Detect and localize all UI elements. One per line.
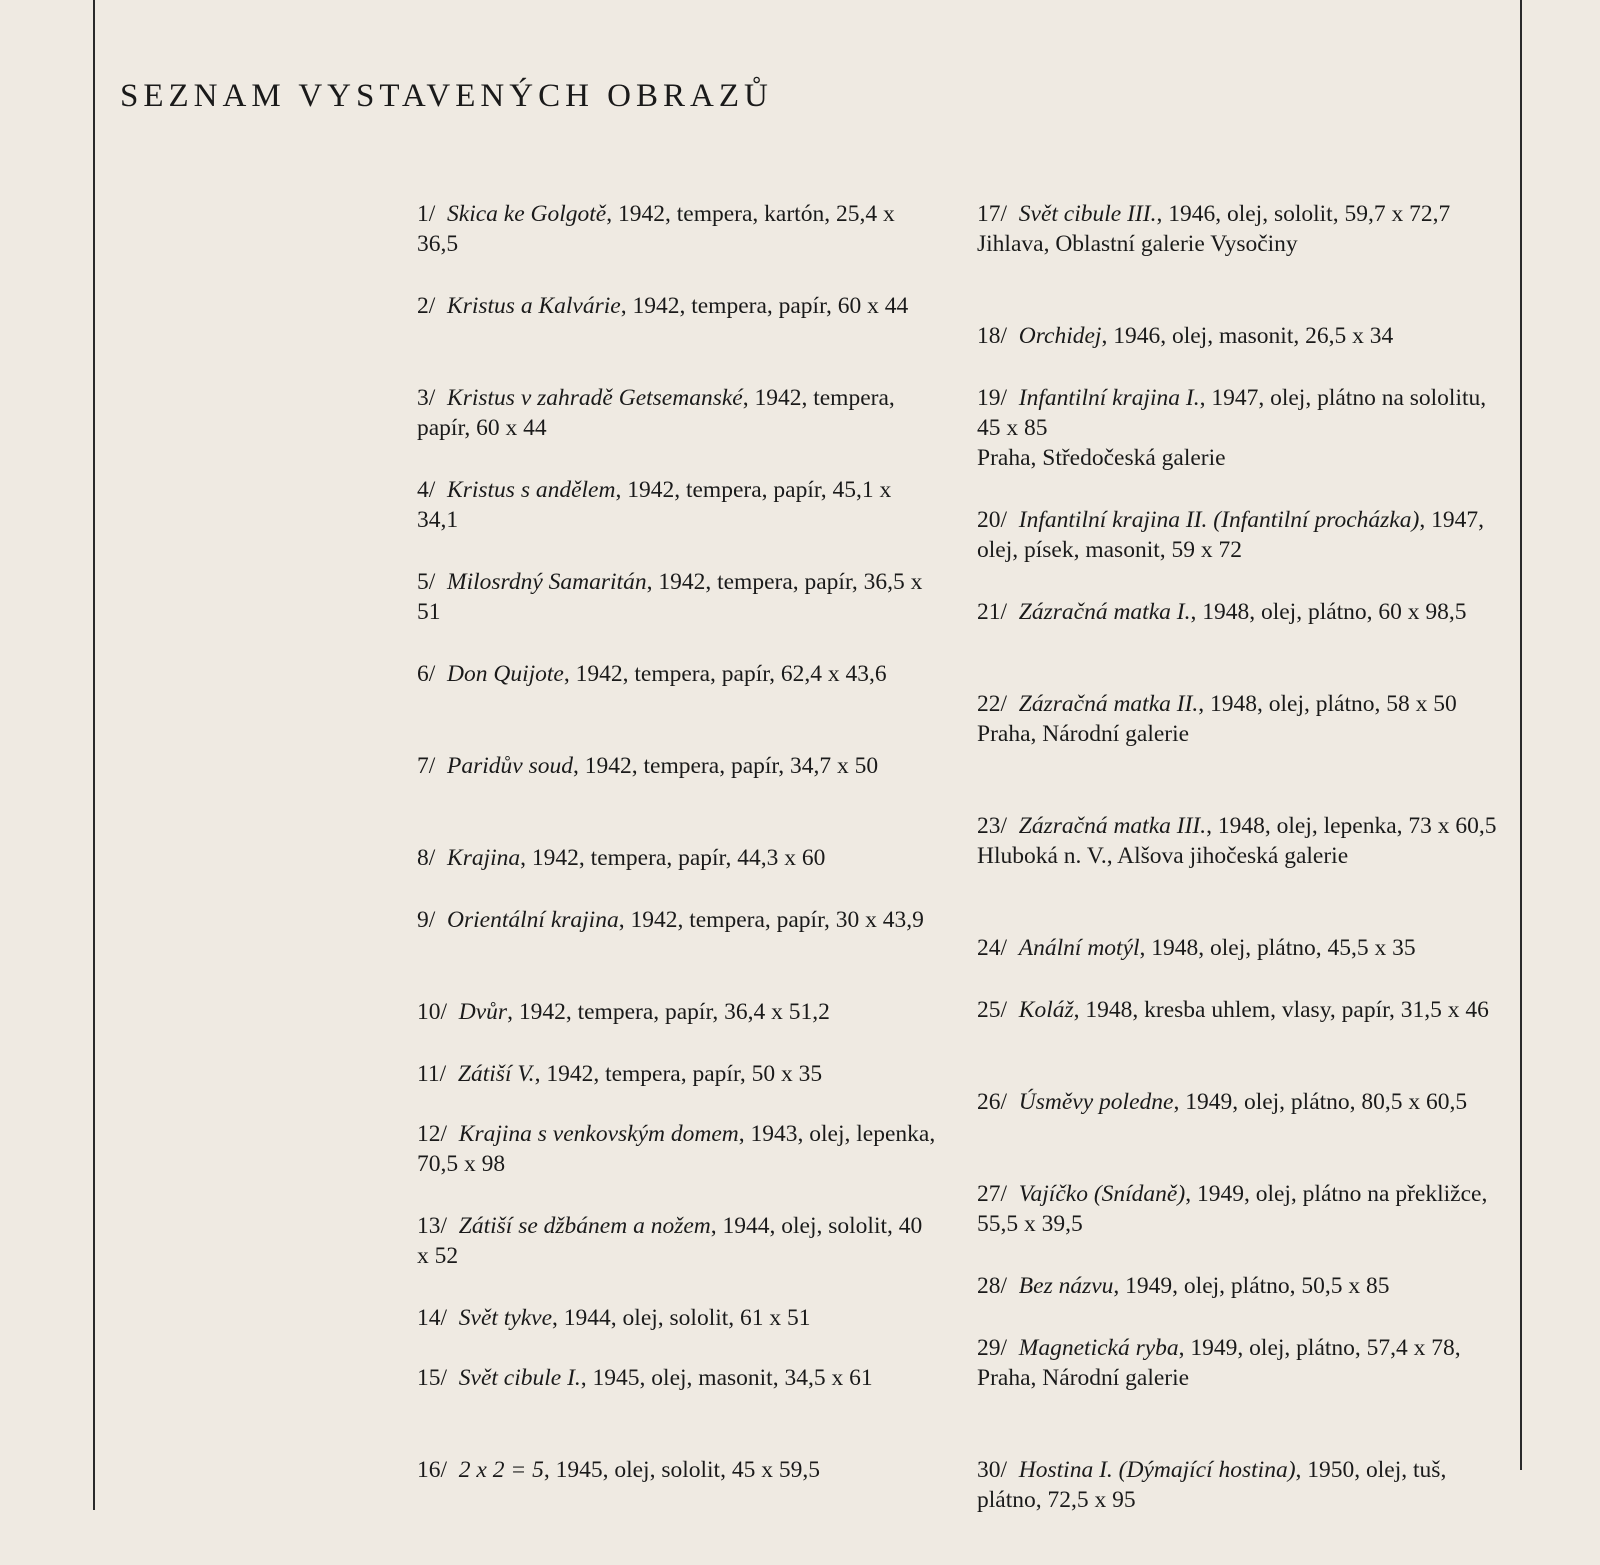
- entry-details: , 1942, tempera, papír, 34,7 x 50: [573, 753, 879, 779]
- list-item: [417, 905, 937, 935]
- entry-details: , 1942, tempera, papír, 30 x 43,9: [618, 907, 924, 933]
- entry-title: Anální motýl: [1018, 935, 1140, 961]
- list-item: [977, 1179, 1512, 1239]
- entry-number: 4/: [417, 477, 436, 503]
- entry-details: , 1942, tempera, papír, 44,3 x 60: [520, 845, 826, 871]
- list-item: [977, 995, 1512, 1025]
- entry-number: 19/: [977, 385, 1008, 411]
- list-item: [977, 199, 1512, 259]
- list-item: [977, 597, 1512, 627]
- entry-details: , 1949, olej, plátno, 57,4 x 78,: [1178, 1335, 1461, 1361]
- entry-details: , 1949, olej, plátno na překližce, 55,5 x 39,5: [977, 1181, 1488, 1237]
- entry-title: Kristus v zahradě Getsemanské: [447, 385, 743, 411]
- entry-title: Don Quijote: [447, 661, 564, 687]
- entry-title: Zázračná matka I.: [1018, 599, 1191, 625]
- entry-details: , 1948, olej, plátno, 60 x 98,5: [1190, 599, 1467, 625]
- entry-details: , 1948, olej, plátno, 58 x 50: [1198, 691, 1457, 717]
- page-title: SEZNAM VYSTAVENÝCH OBRAZŮ: [120, 78, 773, 114]
- entry-title: Skica ke Golgotě: [447, 201, 607, 227]
- entry-details: , 1942, tempera, kartón, 25,4 x 36,5: [417, 201, 895, 257]
- entry-number: 5/: [417, 569, 436, 595]
- list-item: [417, 751, 937, 781]
- list-item: [417, 291, 937, 321]
- list-item: [417, 659, 937, 689]
- entry-title: Svět cibule I.: [458, 1365, 581, 1391]
- list-item: [977, 811, 1512, 871]
- entry-title: Infantilní krajina I.: [1018, 385, 1200, 411]
- entry-number: 18/: [977, 323, 1008, 349]
- entry-title: Dvůr: [458, 999, 508, 1025]
- entry-details: , 1942, tempera, papír, 36,5 x 51: [417, 569, 923, 625]
- entry-title: Svět tykve: [458, 1305, 553, 1331]
- right-margin-rule: [1520, 0, 1522, 1470]
- entry-details: , 1947, olej, písek, masonit, 59 x 72: [977, 507, 1484, 563]
- entry-number: 17/: [977, 201, 1008, 227]
- entry-number: 21/: [977, 599, 1008, 625]
- entry-title: Krajina: [447, 845, 521, 871]
- entry-details: , 1942, tempera, papír, 60 x 44: [620, 293, 909, 319]
- entry-number: 24/: [977, 935, 1008, 961]
- entry-title: Vajíčko (Snídaně): [1018, 1181, 1186, 1207]
- list-item: [977, 1455, 1512, 1515]
- entry-details: , 1942, tempera, papír, 50 x 35: [534, 1061, 823, 1087]
- entry-number: 29/: [977, 1335, 1008, 1361]
- left-margin-rule: [93, 0, 95, 1510]
- entry-number: 28/: [977, 1273, 1008, 1299]
- list-item: [977, 689, 1512, 749]
- entry-number: 9/: [417, 907, 436, 933]
- entry-number: 26/: [977, 1089, 1008, 1115]
- entry-title: Zátiší V.: [457, 1061, 535, 1087]
- list-item: [977, 1087, 1512, 1117]
- entry-number: 12/: [417, 1121, 448, 1147]
- entry-details: , 1949, olej, plátno, 50,5 x 85: [1113, 1273, 1390, 1299]
- entry-details: , 1947, olej, plátno na sololitu, 45 x 85: [977, 385, 1487, 441]
- entry-title: Kristus s andělem: [447, 477, 616, 503]
- entry-number: 13/: [417, 1213, 448, 1239]
- entry-number: 3/: [417, 385, 436, 411]
- entry-number: 22/: [977, 691, 1008, 717]
- entry-number: 7/: [417, 753, 436, 779]
- entry-title: 2 x 2 = 5: [458, 1457, 544, 1483]
- list-item: [417, 475, 937, 535]
- entry-details: , 1942, tempera, papír, 45,1 x 34,1: [417, 477, 892, 533]
- entry-title: Infantilní krajina II. (Infantilní procházka): [1018, 507, 1420, 533]
- entry-number: 20/: [977, 507, 1008, 533]
- entry-title: Zázračná matka II.: [1018, 691, 1199, 717]
- entry-title: Zátiší se džbánem a nožem: [458, 1213, 711, 1239]
- list-item: [977, 1271, 1512, 1301]
- entry-number: 30/: [977, 1457, 1008, 1483]
- entry-title: Milosrdný Samaritán: [447, 569, 647, 595]
- entry-details: , 1942, tempera, papír, 60 x 44: [417, 385, 895, 441]
- list-item: [977, 1333, 1512, 1393]
- entry-location: Jihlava, Oblastní galerie Vysočiny: [977, 231, 1298, 257]
- entry-number: 15/: [417, 1365, 448, 1391]
- entry-details: , 1946, olej, masonit, 26,5 x 34: [1101, 323, 1394, 349]
- list-item: [977, 933, 1512, 963]
- list-item: [977, 321, 1512, 351]
- entry-details: , 1944, olej, sololit, 61 x 51: [552, 1305, 811, 1331]
- entry-number: 8/: [417, 845, 436, 871]
- entry-number: 14/: [417, 1305, 448, 1331]
- entry-number: 1/: [417, 201, 436, 227]
- entry-details: , 1942, tempera, papír, 62,4 x 43,6: [563, 661, 887, 687]
- list-item: [417, 1211, 937, 1271]
- list-item: [977, 383, 1512, 473]
- list-item: [417, 567, 937, 627]
- entry-title: Bez názvu: [1018, 1273, 1114, 1299]
- entry-details: , 1949, olej, plátno, 80,5 x 60,5: [1173, 1089, 1468, 1115]
- entry-title: Úsměvy poledne: [1018, 1089, 1174, 1115]
- list-item: [417, 1455, 937, 1485]
- entry-location: Praha, Národní galerie: [977, 1365, 1190, 1391]
- entry-location: Praha, Národní galerie: [977, 721, 1190, 747]
- entry-details: , 1945, olej, sololit, 45 x 59,5: [543, 1457, 820, 1483]
- entry-number: 11/: [417, 1061, 447, 1087]
- list-item: [417, 383, 937, 443]
- entry-title: Svět cibule III.: [1018, 201, 1157, 227]
- entry-details: , 1948, kresba uhlem, vlasy, papír, 31,5 x 46: [1073, 997, 1489, 1023]
- entry-title: Kristus a Kalvárie: [447, 293, 621, 319]
- entry-title: Magnetická ryba: [1018, 1335, 1179, 1361]
- entry-title: Koláž: [1018, 997, 1074, 1023]
- entry-details: , 1950, olej, tuš, plátno, 72,5 x 95: [977, 1457, 1447, 1513]
- entry-title: Orientální krajina: [447, 907, 619, 933]
- entry-details: , 1944, olej, sololit, 40 x 52: [417, 1213, 923, 1269]
- entry-title: Zázračná matka III.: [1018, 813, 1207, 839]
- list-item: [417, 1303, 937, 1333]
- entry-title: Krajina s venkovským domem: [458, 1121, 739, 1147]
- entry-number: 2/: [417, 293, 436, 319]
- entry-title: Paridův soud: [447, 753, 574, 779]
- entry-details: , 1942, tempera, papír, 36,4 x 51,2: [507, 999, 830, 1025]
- entry-title: Hostina I. (Dýmající hostina): [1018, 1457, 1296, 1483]
- entry-details: , 1948, olej, plátno, 45,5 x 35: [1139, 935, 1416, 961]
- list-item: [417, 843, 937, 873]
- entry-number: 6/: [417, 661, 436, 687]
- entry-details: , 1946, olej, sololit, 59,7 x 72,7: [1156, 201, 1451, 227]
- list-item: [417, 199, 937, 259]
- list-item: [417, 1119, 937, 1179]
- list-item: [417, 1363, 937, 1393]
- list-item: [417, 997, 937, 1027]
- entry-location: Praha, Středočeská galerie: [977, 445, 1226, 471]
- entry-number: 10/: [417, 999, 448, 1025]
- entry-title: Orchidej: [1018, 323, 1102, 349]
- list-item: [417, 1059, 937, 1089]
- entry-location: Hluboká n. V., Alšova jihočeská galerie: [977, 843, 1349, 869]
- entry-number: 27/: [977, 1181, 1008, 1207]
- entry-number: 16/: [417, 1457, 448, 1483]
- entry-number: 25/: [977, 997, 1008, 1023]
- entry-details: , 1948, olej, lepenka, 73 x 60,5: [1206, 813, 1497, 839]
- entry-details: , 1945, olej, masonit, 34,5 x 61: [580, 1365, 873, 1391]
- entry-details: , 1943, olej, lepenka, 70,5 x 98: [417, 1121, 936, 1177]
- list-item: [977, 505, 1512, 565]
- entry-number: 23/: [977, 813, 1008, 839]
